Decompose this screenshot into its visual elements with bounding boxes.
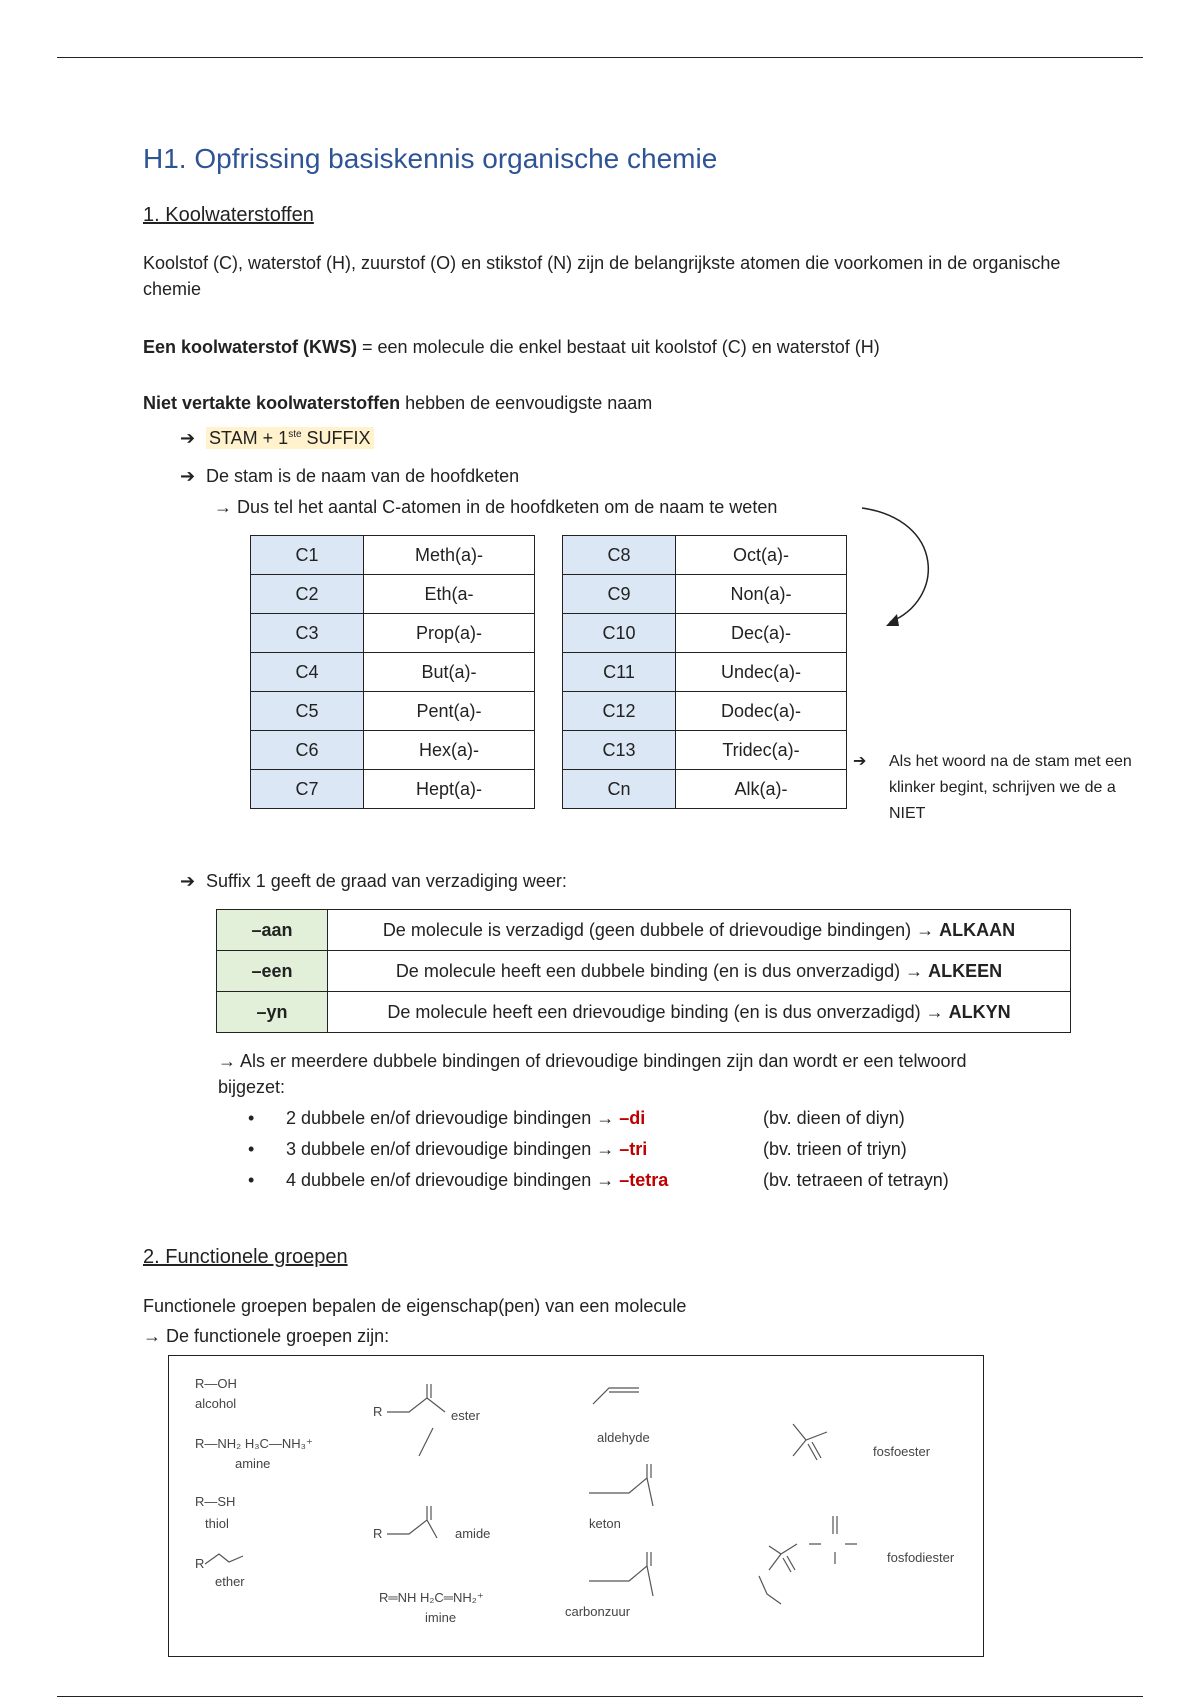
formula-stam: STAM + 1 [209, 428, 289, 448]
stam-name-cell: Meth(a)- [364, 536, 535, 575]
carbon-count-cell: C3 [251, 614, 364, 653]
carbon-count-cell: C10 [563, 614, 676, 653]
arrow-icon: ➔ [853, 753, 867, 770]
stam-name-cell: Tridec(a)- [676, 731, 847, 770]
klinker-note [853, 749, 1143, 827]
stam-name-cell: Prop(a)- [364, 614, 535, 653]
ester-R-atom: R [373, 1404, 383, 1419]
bullet-text: 4 dubbele en/of drievoudige bindingen → [286, 1170, 620, 1190]
functionele-list-intro: → De functionele groepen zijn: [143, 1326, 390, 1346]
stam-name-cell: Undec(a)- [676, 653, 847, 692]
ester-label: ester [451, 1408, 480, 1423]
stam-row [563, 692, 847, 731]
stam-row [251, 614, 535, 653]
stam-row [251, 692, 535, 731]
suffix-row [217, 992, 1071, 1033]
stam-row [563, 731, 847, 770]
multiple-bonds-line: → Als er meerdere dubbele bindingen of drievoudige bindingen zijn dan wordt er een telwoord bijgezet: [218, 1051, 967, 1097]
carbon-count-cell: C4 [251, 653, 364, 692]
suffix-description-cell [328, 951, 1071, 992]
bullet-prefix: –tri [619, 1139, 648, 1159]
amide-R-atom: R [373, 1526, 383, 1541]
section-heading-koolwaterstoffen: 1. Koolwaterstoffen [143, 204, 314, 226]
stam-row [563, 575, 847, 614]
page-title: H1. Opfrissing basiskennis organische chemie [143, 143, 718, 174]
niet-vertakt-term: Niet vertakte koolwaterstoffen [143, 393, 401, 413]
top-rule [57, 57, 1143, 58]
suffix-row [217, 951, 1071, 992]
formula-suffix: SUFFIX [301, 428, 371, 448]
bottom-rule [57, 1696, 1143, 1697]
bullet-icon: • [248, 1139, 255, 1159]
carbon-count-cell: C9 [563, 575, 676, 614]
stam-row [251, 575, 535, 614]
arrow-icon: ➔ [180, 466, 196, 486]
amine-formula: R—NH₂ H₃C—NH₃⁺ [195, 1436, 313, 1451]
suffix-cell: –yn [217, 992, 328, 1033]
stam-line [180, 463, 1100, 489]
fosfodiester-label: fosfodiester [887, 1550, 955, 1565]
stam-row [563, 536, 847, 575]
suffix-cell: –een [217, 951, 328, 992]
bullet-text: 3 dubbele en/of drievoudige bindingen → [286, 1139, 620, 1159]
suffix-cell: –aan [217, 910, 328, 951]
stam-row [563, 770, 847, 809]
carbon-count-cell: C5 [251, 692, 364, 731]
count-line: → Dus tel het aantal C-atomen in de hoofdketen om de naam te weten [214, 497, 778, 517]
amine-label: amine [235, 1456, 271, 1471]
bullet-example: (bv. tetraeen of tetrayn) [763, 1170, 949, 1190]
bullet-example: (bv. trieen of triyn) [763, 1139, 907, 1159]
suffix-result: ALKEEN [928, 960, 1003, 981]
bullet-icon: • [248, 1170, 255, 1190]
carbon-count-cell: C13 [563, 731, 676, 770]
bullet-icon: • [248, 1108, 255, 1128]
section-heading-functionele-groepen: 2. Functionele groepen [143, 1246, 348, 1268]
formula-line [180, 422, 1100, 451]
aldehyde-label: aldehyde [597, 1430, 650, 1445]
suffix-description: De molecule is verzadigd (geen dubbele of drievoudige bindingen) → [382, 919, 940, 940]
definition-text: = een molecule die enkel bestaat uit koolstof (C) en waterstof (H) [357, 337, 880, 357]
carbonzuur-label: carbonzuur [565, 1604, 631, 1619]
stam-row [563, 653, 847, 692]
bullet-example: (bv. dieen of diyn) [763, 1108, 905, 1128]
stam-name-cell: Hept(a)- [364, 770, 535, 809]
carbon-count-cell: C1 [251, 536, 364, 575]
bullet-prefix: –tetra [619, 1170, 669, 1190]
carbon-count-cell: Cn [563, 770, 676, 809]
keton-label: keton [589, 1516, 621, 1531]
niet-vertakt-text: hebben de eenvoudigste naam [400, 393, 653, 413]
carbon-count-cell: C6 [251, 731, 364, 770]
suffix-result: ALKAAN [939, 919, 1016, 940]
stam-name-cell: Dodec(a)- [676, 692, 847, 731]
suffix-description-cell [328, 910, 1071, 951]
klinker-note-text: Als het woord na de stam met een klinker begint, schrijven we de a NIET [889, 753, 1132, 822]
carbon-count-cell: C8 [563, 536, 676, 575]
stam-row [563, 614, 847, 653]
amide-label: amide [455, 1526, 491, 1541]
stam-row [251, 770, 535, 809]
niet-vertakt-line [143, 390, 1063, 416]
suffix-table [216, 909, 1071, 1033]
stam-text: De stam is de naam van de hoofdketen [206, 466, 520, 486]
thiol-formula: R—SH [195, 1494, 236, 1509]
stam-name-cell: Oct(a)- [676, 536, 847, 575]
stam-name-cell: But(a)- [364, 653, 535, 692]
carbon-count-cell: C11 [563, 653, 676, 692]
definition-kws [143, 334, 1063, 360]
carbon-count-cell: C2 [251, 575, 364, 614]
ether-O-atom: R [195, 1556, 205, 1571]
stam-row [251, 653, 535, 692]
formula-highlight [206, 427, 374, 449]
intro-paragraph: Koolstof (C), waterstof (H), zuurstof (O) en stikstof (N) zijn de belangrijkste atomen die voorkomen in de organische chemie [143, 253, 1061, 299]
imine-formula: R═NH H₂C═NH₂⁺ [379, 1590, 484, 1605]
suffix-result: ALKYN [948, 1001, 1011, 1022]
carbon-count-cell: C12 [563, 692, 676, 731]
imine-label: imine [425, 1610, 457, 1625]
bullet-text: 2 dubbele en/of drievoudige bindingen → [286, 1108, 620, 1128]
thiol-label: thiol [205, 1516, 229, 1531]
suffix-description: De molecule heeft een drievoudige binding (en is dus onverzadigd) → [387, 1001, 949, 1022]
fosfoester-label: fosfoester [873, 1444, 931, 1459]
suffix-description: De molecule heeft een dubbele binding (en is dus onverzadigd) → [395, 960, 929, 981]
stam-row [251, 731, 535, 770]
ether-label: ether [215, 1574, 245, 1589]
carbon-count-cell: C7 [251, 770, 364, 809]
stam-table-left [250, 535, 535, 809]
stam-table-right [562, 535, 847, 809]
functionele-intro: Functionele groepen bepalen de eigenschap(pen) van een molecule [143, 1296, 687, 1316]
suffix-row [217, 910, 1071, 951]
stam-name-cell: Eth(a- [364, 575, 535, 614]
bullet-prefix: –di [619, 1108, 646, 1128]
stam-name-cell: Non(a)- [676, 575, 847, 614]
stam-name-cell: Hex(a)- [364, 731, 535, 770]
alcohol-label: alcohol [195, 1396, 237, 1411]
functional-groups-figure [168, 1355, 984, 1657]
definition-term: Een koolwaterstof (KWS) [143, 337, 358, 357]
formula-sup: ste [288, 429, 302, 440]
stam-name-cell: Alk(a)- [676, 770, 847, 809]
stam-row [251, 536, 535, 575]
suffix-line-text: Suffix 1 geeft de graad van verzadiging weer: [206, 871, 567, 891]
arrow-icon: ➔ [180, 871, 196, 891]
alcohol-formula: R—OH [195, 1376, 237, 1391]
stam-name-cell: Pent(a)- [364, 692, 535, 731]
suffix-line [180, 868, 1100, 894]
arrow-icon: ➔ [180, 428, 196, 448]
stam-name-cell: Dec(a)- [676, 614, 847, 653]
suffix-description-cell [328, 992, 1071, 1033]
